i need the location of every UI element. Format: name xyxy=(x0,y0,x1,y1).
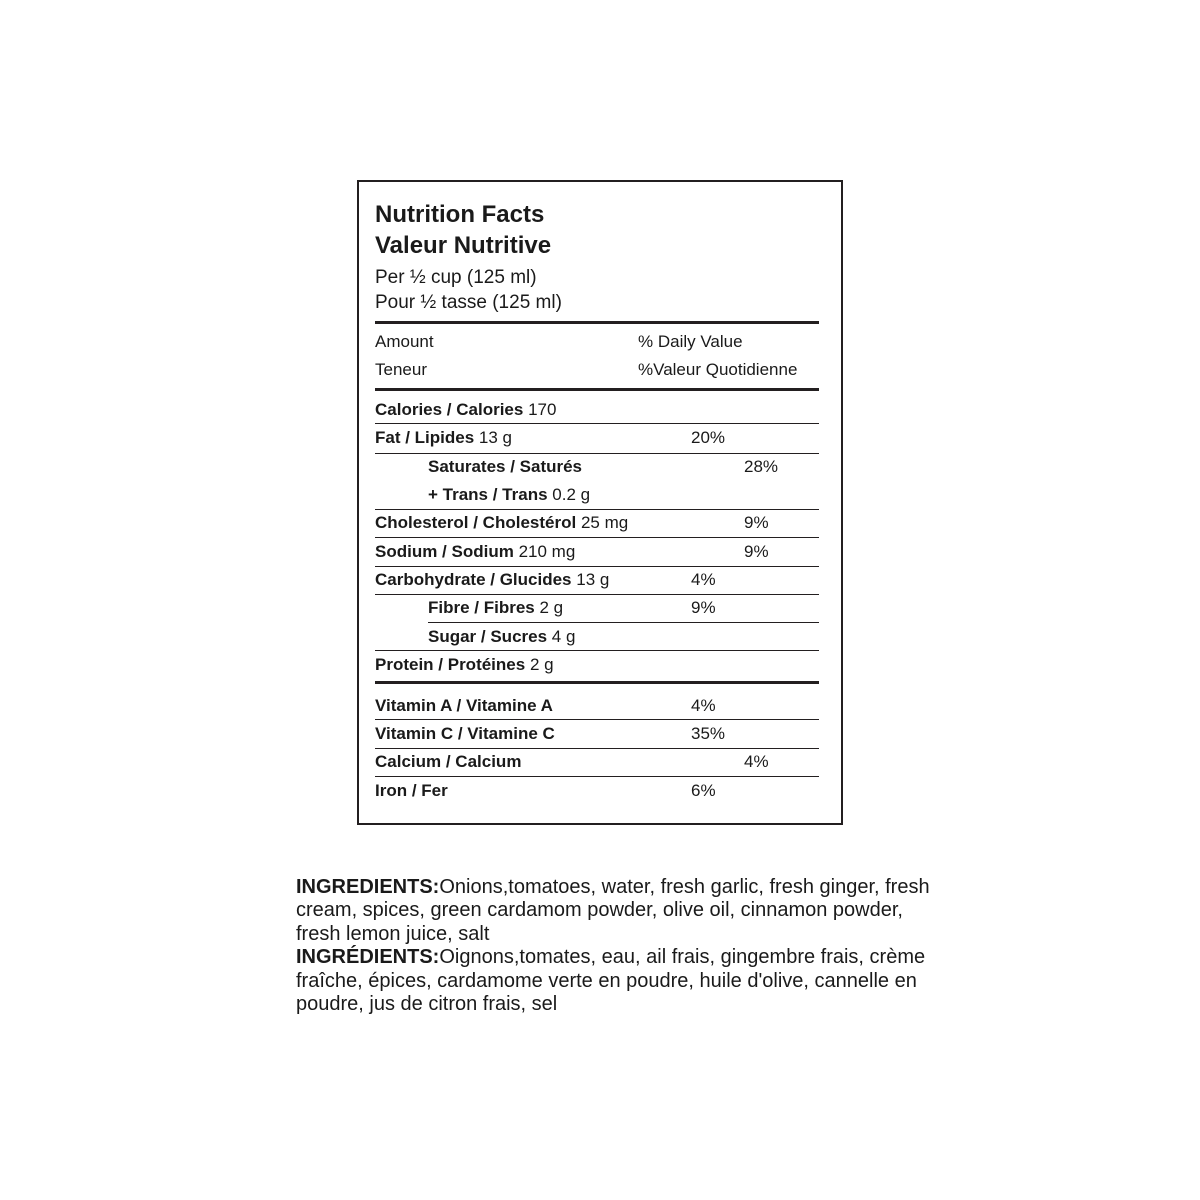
vitamin-row-iron xyxy=(375,777,819,805)
vitamin-row-a xyxy=(375,692,819,720)
nutrient-text xyxy=(375,399,556,421)
daily-value-percent: 4% xyxy=(744,752,769,771)
ingredients-label-french: INGRÉDIENTS: xyxy=(296,946,440,969)
daily-value-header-french: %Valeur Quotidienne xyxy=(638,360,798,379)
nutrient-row-saturates xyxy=(375,453,819,481)
daily-value-percent: 28% xyxy=(744,457,779,476)
nutrient-text xyxy=(428,597,563,619)
nutrient-text xyxy=(375,427,512,449)
daily-value-percent: 9% xyxy=(744,542,769,561)
amount-header-english: Amount xyxy=(375,332,434,351)
nutrient-row-sugar xyxy=(375,623,819,651)
nutrient-amount: 2 g xyxy=(539,598,564,617)
daily-value-percent: 20% xyxy=(691,428,726,447)
nutrient-amount: 4 g xyxy=(551,627,576,646)
nutrient-text xyxy=(375,751,521,773)
nutrient-row-fibre xyxy=(375,594,819,622)
vitamin-row-c xyxy=(375,720,819,748)
nutrient-name: Calories / Calories xyxy=(375,400,524,419)
nutrient-amount: 2 g xyxy=(529,655,554,674)
nutrient-row-carbohydrate xyxy=(375,566,819,594)
nutrient-text xyxy=(375,654,554,676)
nutrient-amount: 0.2 g xyxy=(552,485,591,504)
nutrient-row-cholesterol xyxy=(375,509,819,537)
nutrient-text xyxy=(375,695,553,717)
nutrient-name: Sugar / Sucres xyxy=(428,627,548,646)
nutrition-facts-label xyxy=(357,180,843,825)
ingredients-english xyxy=(296,876,936,946)
ingredients-french xyxy=(296,946,936,1016)
nutrient-amount: 25 mg xyxy=(580,513,629,532)
header-bottom-rule xyxy=(375,388,819,391)
header-top-rule xyxy=(375,321,819,324)
daily-value-percent: 35% xyxy=(691,724,726,743)
nutrient-name: Sodium / Sodium xyxy=(375,542,514,561)
nutrient-name: Vitamin A / Vitamine A xyxy=(375,696,553,715)
ingredients-text-french: Oignons,tomates, eau, ail frais, gingembre frais, crème fraîche, épices, cardamome verte en poudre, huile d'olive, cannelle en poudre, jus de citron frais, sel xyxy=(296,946,926,1016)
daily-value-header-english: % Daily Value xyxy=(638,332,743,351)
ingredients-block xyxy=(296,876,936,1016)
nutrient-name: Calcium / Calcium xyxy=(375,752,522,771)
nutrient-row-trans xyxy=(375,481,819,509)
serving-size-english: Per ½ cup (125 ml) xyxy=(375,267,537,288)
daily-value-percent: 6% xyxy=(691,781,716,800)
daily-value-percent: 4% xyxy=(691,570,716,589)
amount-header-french: Teneur xyxy=(375,360,427,379)
nutrient-row-calories xyxy=(375,396,819,424)
nutrient-text xyxy=(375,512,628,534)
nutrient-text xyxy=(375,780,448,802)
daily-value-percent: 4% xyxy=(691,696,716,715)
nutrient-name: Saturates / Saturés xyxy=(428,457,583,476)
title-english: Nutrition Facts xyxy=(375,201,545,228)
nutrient-name: Carbohydrate / Glucides xyxy=(375,570,572,589)
nutrient-name: + Trans / Trans xyxy=(428,485,548,504)
vitamin-row-calcium xyxy=(375,748,819,776)
nutrient-name: Fat / Lipides xyxy=(375,428,475,447)
nutrient-name: Iron / Fer xyxy=(375,781,448,800)
serving-size-french: Pour ½ tasse (125 ml) xyxy=(375,292,562,313)
nutrient-text xyxy=(428,484,590,506)
nutrient-name: Vitamin C / Vitamine C xyxy=(375,724,555,743)
title-french: Valeur Nutritive xyxy=(375,232,552,259)
vitamins-top-rule xyxy=(375,681,819,684)
nutrient-name: Cholesterol / Cholestérol xyxy=(375,513,577,532)
nutrient-row-sodium xyxy=(375,538,819,566)
nutrient-amount: 210 mg xyxy=(518,542,576,561)
ingredients-text-english: Onions,tomatoes, water, fresh garlic, fresh ginger, fresh cream, spices, green cardamom powder, olive oil, cinnamon powder, fresh lemon juice, salt xyxy=(296,876,930,945)
nutrient-row-protein xyxy=(375,651,819,679)
nutrient-amount: 13 g xyxy=(478,428,513,447)
nutrient-text xyxy=(375,541,575,563)
nutrient-text xyxy=(428,456,582,478)
nutrient-text xyxy=(375,569,609,591)
daily-value-percent: 9% xyxy=(691,598,716,617)
nutrient-text xyxy=(428,626,575,648)
nutrient-text xyxy=(375,723,555,745)
nutrient-amount: 170 xyxy=(528,400,557,419)
ingredients-label-english: INGREDIENTS: xyxy=(296,876,440,898)
nutrient-name: Fibre / Fibres xyxy=(428,598,535,617)
nutrient-row-fat xyxy=(375,424,819,452)
nutrient-amount: 13 g xyxy=(576,570,610,589)
nutrient-name: Protein / Protéines xyxy=(375,655,526,674)
daily-value-percent: 9% xyxy=(744,513,769,532)
